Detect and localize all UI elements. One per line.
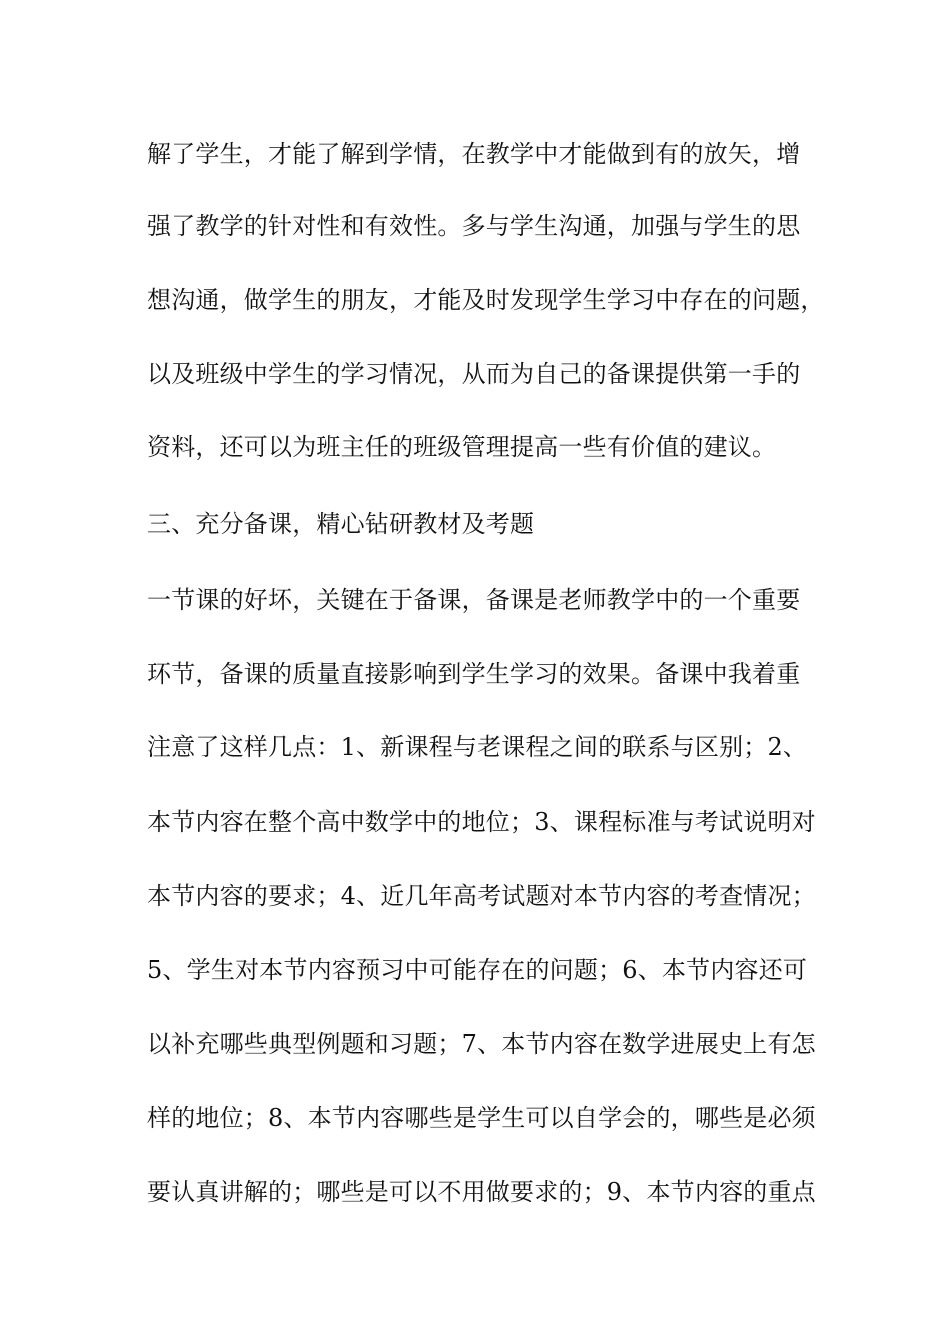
paragraph-line: 样的地位；8、本节内容哪些是学生可以自学会的，哪些是必须: [147, 1104, 816, 1132]
paragraph-line: 要认真讲解的；哪些是可以不用做要求的；9、本节内容的重点: [147, 1178, 816, 1206]
paragraph-line: 本节内容在整个高中数学中的地位；3、课程标准与考试说明对: [147, 808, 816, 836]
paragraph-line: 资料，还可以为班主任的班级管理提高一些有价值的建议。: [147, 433, 777, 461]
paragraph-line: 注意了这样几点：1、新课程与老课程之间的联系与区别；2、: [147, 733, 808, 761]
paragraph-line: 解了学生，才能了解到学情，在教学中才能做到有的放矢，增: [147, 140, 801, 168]
paragraph-line: 本节内容的要求；4、近几年高考试题对本节内容的考查情况；: [147, 882, 816, 910]
paragraph-line: 一节课的好坏，关键在于备课，备课是老师教学中的一个重要: [147, 586, 801, 614]
paragraph-line: 强了教学的针对性和有效性。多与学生沟通，加强与学生的思: [147, 212, 801, 240]
section-heading: 三、充分备课，精心钻研教材及考题: [147, 510, 535, 538]
paragraph-line: 以补充哪些典型例题和习题；7、本节内容在数学进展史上有怎: [147, 1030, 816, 1058]
paragraph-line: 5、学生对本节内容预习中可能存在的问题；6、本节内容还可: [147, 956, 808, 984]
paragraph-line: 环节，备课的质量直接影响到学生学习的效果。备课中我着重: [147, 660, 801, 688]
paragraph-line: 以及班级中学生的学习情况，从而为自己的备课提供第一手的: [147, 360, 801, 388]
paragraph-line: 想沟通，做学生的朋友，才能及时发现学生学习中存在的问题，: [147, 286, 825, 314]
